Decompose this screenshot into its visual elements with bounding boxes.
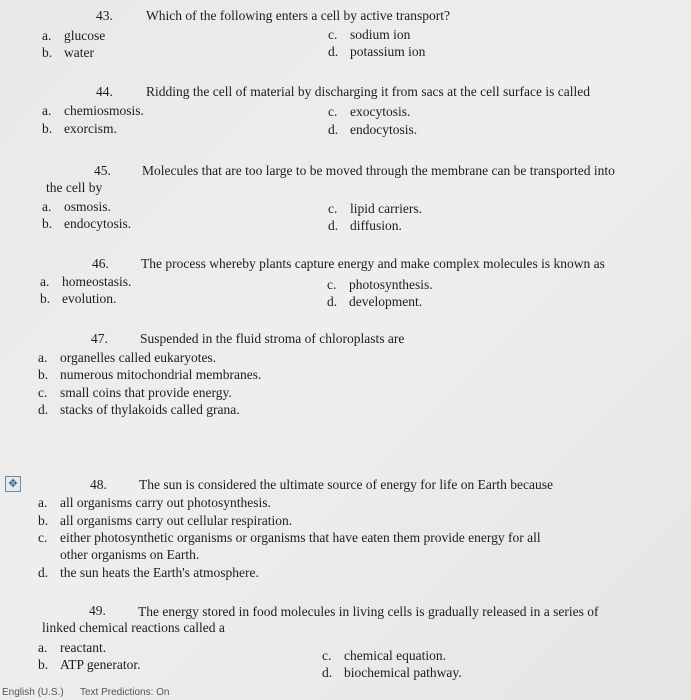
option-d[interactable]: d. endocytosis. (328, 122, 418, 137)
option-b[interactable]: b. evolution. (40, 291, 117, 306)
option-b[interactable]: b. water (42, 45, 94, 60)
option-a[interactable]: a. all organisms carry out photosynthesis. (38, 495, 271, 510)
option-a[interactable]: a. reactant. (38, 640, 107, 655)
option-c[interactable]: c. sodium ion (328, 27, 411, 42)
option-d[interactable]: d. diffusion. (328, 218, 402, 233)
question-text: The energy stored in food molecules in living cells is gradually released in a series of (138, 604, 599, 619)
language-indicator[interactable]: English (U.S.) (2, 687, 64, 698)
option-c[interactable]: c. small coins that provide energy. (38, 385, 232, 400)
option-b[interactable]: b. exorcism. (42, 121, 117, 136)
option-c[interactable]: c. either photosynthetic organisms or organisms that have eaten them provide energy for all (38, 530, 541, 545)
option-b[interactable]: b. numerous mitochondrial membranes. (38, 367, 262, 382)
question-text: Ridding the cell of material by discharging it from sacs at the cell surface is called (146, 84, 590, 99)
option-c[interactable]: c. chemical equation. (322, 648, 446, 663)
option-c[interactable]: c. photosynthesis. (327, 277, 433, 292)
question-number: 49. (89, 603, 106, 618)
question-number: 43. (96, 8, 113, 23)
question-number: 44. (96, 84, 113, 99)
option-d[interactable]: d. potassium ion (328, 44, 426, 59)
option-a[interactable]: a. osmosis. (42, 199, 111, 214)
option-a[interactable]: a. organelles called eukaryotes. (38, 350, 217, 365)
option-d[interactable]: d. stacks of thylakoids called grana. (38, 402, 240, 417)
text-predictions-indicator[interactable]: Text Predictions: On (80, 687, 170, 698)
option-d[interactable]: d. development. (327, 294, 423, 309)
option-c-continued: other organisms on Earth. (60, 547, 200, 562)
question-number: 48. (90, 477, 107, 492)
option-d[interactable]: d. the sun heats the Earth's atmosphere. (38, 565, 259, 580)
option-c[interactable]: c. lipid carriers. (328, 201, 422, 216)
status-bar (0, 686, 691, 700)
option-d[interactable]: d. biochemical pathway. (322, 665, 462, 680)
question-text: Which of the following enters a cell by active transport? (146, 8, 451, 23)
question-text: The sun is considered the ultimate source of energy for life on Earth because (139, 477, 553, 492)
option-a[interactable]: a. homeostasis. (40, 274, 132, 289)
question-text-continued: linked chemical reactions called a (42, 620, 225, 635)
option-b[interactable]: b. ATP generator. (38, 657, 141, 672)
option-a[interactable]: a. chemiosmosis. (42, 103, 144, 118)
option-b[interactable]: b. all organisms carry out cellular respiration. (38, 513, 293, 528)
question-number: 45. (94, 163, 111, 178)
question-number: 47. (91, 331, 108, 346)
question-text: Suspended in the fluid stroma of chloroplasts are (140, 331, 405, 346)
move-handle-icon[interactable]: ✥ (5, 476, 21, 492)
question-text: Molecules that are too large to be moved through the membrane can be transported into (142, 163, 615, 178)
question-text-continued: the cell by (46, 180, 103, 195)
question-number: 46. (92, 256, 109, 271)
option-a[interactable]: a. glucose (42, 28, 106, 43)
option-c[interactable]: c. exocytosis. (328, 104, 411, 119)
option-b[interactable]: b. endocytosis. (42, 216, 132, 231)
question-text: The process whereby plants capture energy and make complex molecules is known as (141, 256, 605, 271)
